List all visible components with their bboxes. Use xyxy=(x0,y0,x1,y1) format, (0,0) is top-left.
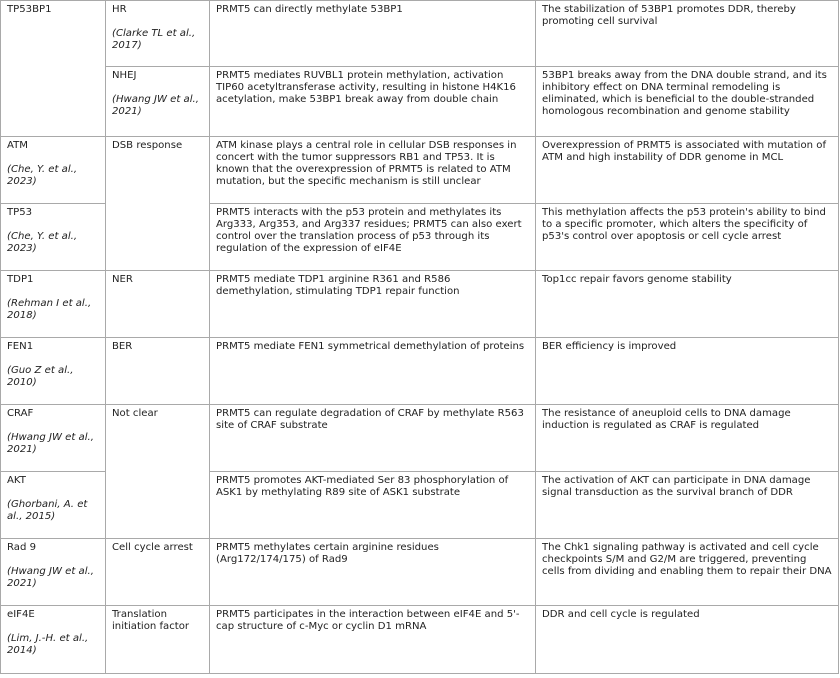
reference: (Ghorbani, A. et al., 2015) xyxy=(7,499,88,522)
gene-name: TP53BP1 xyxy=(7,4,52,15)
pathway-name: DSB response xyxy=(112,140,183,151)
gene-name: eIF4E xyxy=(7,609,35,620)
gene-name: AKT xyxy=(7,475,26,486)
effect-cell: The resistance of aneuploid cells to DNA damage induction is regulated as CRAF is regulated xyxy=(536,405,839,472)
reference: (Clarke TL et al., 2017) xyxy=(112,28,196,51)
reference: (Hwang JW et al., 2021) xyxy=(7,432,94,455)
table-row xyxy=(1,405,839,472)
gene-cell xyxy=(1,338,106,405)
gene-cell xyxy=(1,1,106,137)
mechanism-cell: PRMT5 interacts with the p53 protein and methylates its Arg333, Arg353, and Arg337 residues; PRMT5 can also exert control over the translation process of p53 through its regulation of the expression of eIF4E xyxy=(210,204,536,271)
gene-name: TDP1 xyxy=(7,274,34,285)
mechanism-cell: PRMT5 mediates RUVBL1 protein methylation, activation TIP60 acetyltransferase activity, resulting in histone H4K16 acetylation, make 53BP1 break away from double chain xyxy=(210,67,536,137)
effect-cell: 53BP1 breaks away from the DNA double strand, and its inhibitory effect on DNA terminal remodeling is eliminated, which is beneficial to the double-stranded homologous recombination and genome stability xyxy=(536,67,839,137)
pathway-name: NER xyxy=(112,274,133,285)
pathway-cell xyxy=(106,338,210,405)
table-row xyxy=(1,1,839,67)
gene-cell xyxy=(1,271,106,338)
effect-cell: The stabilization of 53BP1 promotes DDR, thereby promoting cell survival xyxy=(536,1,839,67)
reference: (Che, Y. et al., 2023) xyxy=(7,231,78,254)
reference: (Guo Z et al., 2010) xyxy=(7,365,74,388)
pathway-name: Not clear xyxy=(112,408,158,419)
pathway-cell xyxy=(106,539,210,606)
gene-name: CRAF xyxy=(7,408,34,419)
table-row xyxy=(1,539,839,606)
mechanism-cell: PRMT5 mediate TDP1 arginine R361 and R586 demethylation, stimulating TDP1 repair function xyxy=(210,271,536,338)
gene-cell xyxy=(1,539,106,606)
pathway-cell xyxy=(106,67,210,137)
pathway-name: BER xyxy=(112,341,133,352)
gene-name: TP53 xyxy=(7,207,33,218)
effect-cell: The Chk1 signaling pathway is activated and cell cycle checkpoints S/M and G2/M are triggered, preventing cells from dividing and enabling them to repair their DNA xyxy=(536,539,839,606)
effect-cell: BER efficiency is improved xyxy=(536,338,839,405)
table-row xyxy=(1,67,839,137)
table-row xyxy=(1,606,839,674)
mechanism-cell: PRMT5 mediate FEN1 symmetrical demethylation of proteins xyxy=(210,338,536,405)
mechanism-cell: PRMT5 can directly methylate 53BP1 xyxy=(210,1,536,67)
gene-name: FEN1 xyxy=(7,341,34,352)
effect-cell: Top1cc repair favors genome stability xyxy=(536,271,839,338)
table-row xyxy=(1,137,839,204)
gene-cell xyxy=(1,405,106,472)
pathway-cell xyxy=(106,405,210,539)
pathway-name: Cell cycle arrest xyxy=(112,542,193,553)
gene-name: Rad 9 xyxy=(7,542,37,553)
pathway-name: Translation initiation factor xyxy=(112,609,190,632)
pathway-name: NHEJ xyxy=(112,70,137,81)
reference: (Che, Y. et al., 2023) xyxy=(7,164,78,187)
table-row xyxy=(1,271,839,338)
effect-cell: The activation of AKT can participate in DNA damage signal transduction as the survival branch of DDR xyxy=(536,472,839,539)
reference: (Lim, J.-H. et al., 2014) xyxy=(7,633,89,656)
gene-name: ATM xyxy=(7,140,28,151)
pathway-cell xyxy=(106,606,210,674)
table-row xyxy=(1,338,839,405)
gene-cell xyxy=(1,204,106,271)
reference: (Hwang JW et al., 2021) xyxy=(112,94,199,117)
pathway-cell xyxy=(106,137,210,271)
pathway-cell xyxy=(106,271,210,338)
effect-cell: DDR and cell cycle is regulated xyxy=(536,606,839,674)
mechanism-cell: PRMT5 participates in the interaction between eIF4E and 5'-cap structure of c-Myc or cyclin D1 mRNA xyxy=(210,606,536,674)
pathway-cell xyxy=(106,1,210,67)
gene-cell xyxy=(1,137,106,204)
gene-cell xyxy=(1,472,106,539)
mechanism-cell: PRMT5 can regulate degradation of CRAF by methylate R563 site of CRAF substrate xyxy=(210,405,536,472)
reference: (Hwang JW et al., 2021) xyxy=(7,566,94,589)
reference: (Rehman I et al., 2018) xyxy=(7,298,92,321)
effect-cell: Overexpression of PRMT5 is associated with mutation of ATM and high instability of DDR genome in MCL xyxy=(536,137,839,204)
mechanism-cell: PRMT5 methylates certain arginine residues (Arg172/174/175) of Rad9 xyxy=(210,539,536,606)
gene-cell xyxy=(1,606,106,674)
effect-cell: This methylation affects the p53 protein's ability to bind to a specific promoter, which alters the specificity of p53's control over apoptosis or cell cycle arrest xyxy=(536,204,839,271)
mechanism-cell: PRMT5 promotes AKT-mediated Ser 83 phosphorylation of ASK1 by methylating R89 site of ASK1 substrate xyxy=(210,472,536,539)
pathway-name: HR xyxy=(112,4,127,15)
mechanism-cell: ATM kinase plays a central role in cellular DSB responses in concert with the tumor suppressors RB1 and TP53. It is known that the overexpression of PRMT5 is related to ATM mutation, but the specific mechanism is still unclear xyxy=(210,137,536,204)
